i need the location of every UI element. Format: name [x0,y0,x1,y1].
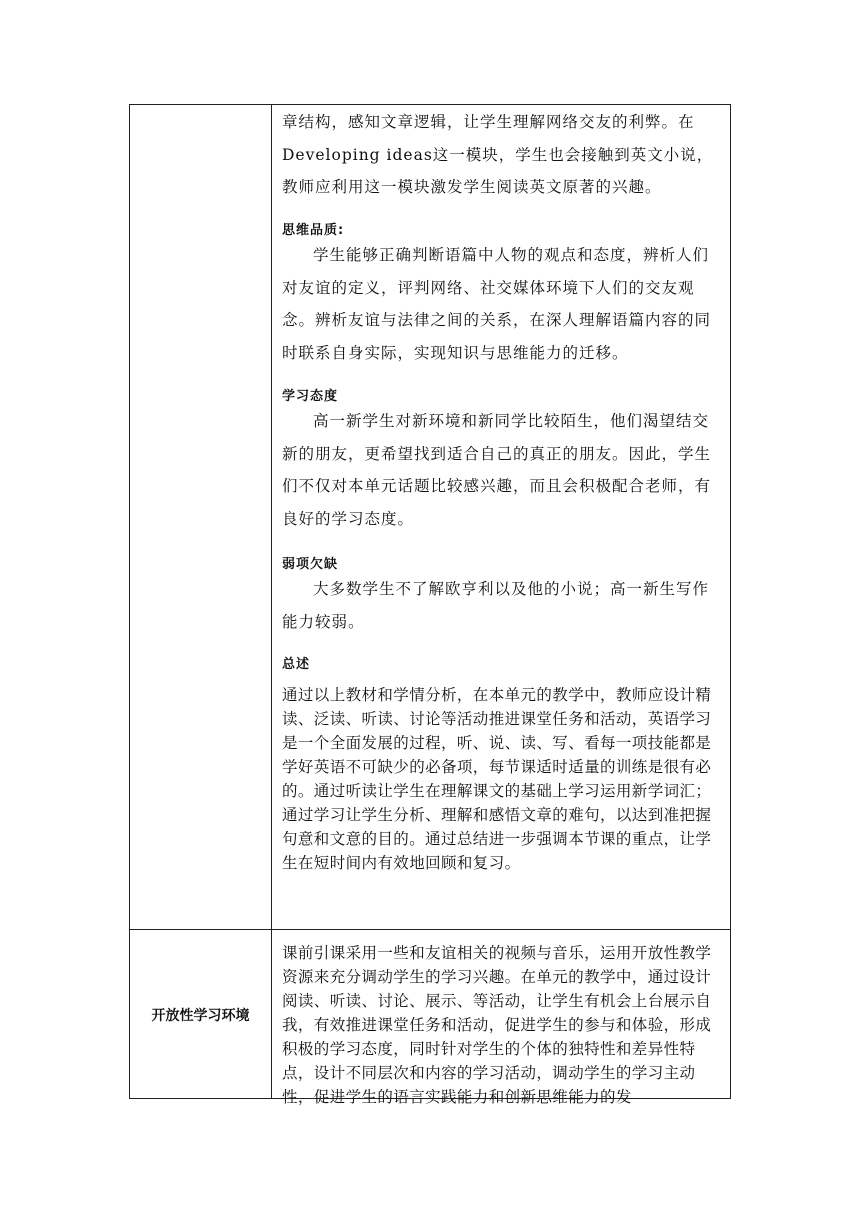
column-divider [271,105,272,1098]
section-body-learning-attitude: 高一新学生对新环境和新同学比较陌生，他们渴望结交新的朋友，更希望找到适合自己的真正的朋友。因此，学生们不仅对本单元话题比较感兴趣，而且会积极配合老师，有良好的学习态度。 [282,412,712,528]
open-learning-environment-text: 课前引课采用一些和友谊相关的视频与音乐，运用开放性教学资源来充分调动学生的学习兴趣。在单元的教学中，通过设计阅读、听读、讨论、展示、等活动，让学生有机会上台展示自我，有效推进课堂任务和活动，促进学生的参与和体验，形成积极的学习态度，同时针对学生的个体的独特性和差异性特点，设计不同层次和内容的学习活动，调动学生的学习主动性，促进学生的语言实践能力和创新思维能力的发 [282,944,712,1106]
intro-paragraph: 章结构，感知文章逻辑，让学生理解网络交友的利弊。在Developing ideas这一模块，学生也会接触到英文小说，教师应利用这一模块激发学生阅读英文原著的兴趣。 [282,113,714,196]
row-label-open-learning-environment: 开放性学习环境 [151,1008,250,1024]
section-body-summary: 通过以上教材和学情分析，在本单元的教学中，教师应设计精读、泛读、听读、讨论等活动推进课堂任务和活动，英语学习是一个全面发展的过程，听、说、读、写、看每一项技能都是学好英语不可缺少的必备项，每节课适时适量的训练是很有必的。通过听读让学生在理解课文的基础上学习运用新学词汇；通过学习让学生分析、理解和感悟文章的难句，以达到准把握句意和文意的目的。通过总结进一步强调本节课的重点，让学生在短时间内有效地回顾和复习。 [282,686,712,872]
section-heading-weaknesses: 弱项欠缺 [282,557,339,572]
section-heading-thinking-quality: 思维品质: [282,223,345,238]
lesson-plan-table [129,104,731,1106]
section-body-weaknesses: 大多数学生不了解欧亨利以及他的小说；高一新生写作能力较弱。 [282,580,710,631]
section-heading-learning-attitude: 学习态度 [282,389,339,404]
section-body-thinking-quality: 学生能够正确判断语篇中人物的观点和态度，辨析人们对友谊的定义，评判网络、社交媒体环境下人们的交友观念。辨析友谊与法律之间的关系，在深人理解语篇内容的同时联系自身实际，实现知识与思维能力的迁移。 [282,246,712,362]
section-heading-summary: 总述 [282,657,311,672]
